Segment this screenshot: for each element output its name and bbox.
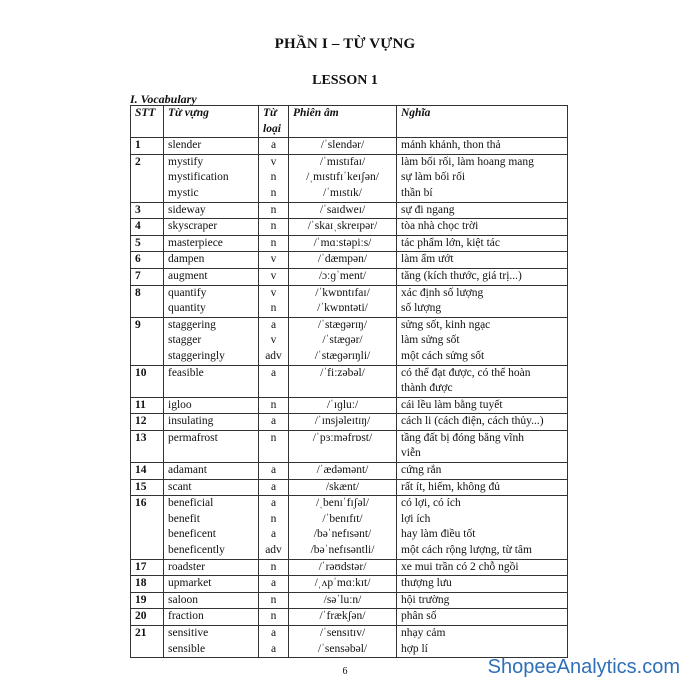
- header-pos-line2: loại: [263, 122, 281, 135]
- meaning: có thể đạt được, có thể hoàn: [401, 366, 531, 379]
- row-number: 11: [131, 397, 164, 414]
- meaning: sự làm bối rối: [401, 171, 466, 184]
- vocab-word-cell: [164, 576, 259, 593]
- meaning: cứng rắn: [401, 464, 442, 477]
- meaning-cell: [397, 463, 568, 480]
- meaning: làm bối rối, làm hoang mang: [401, 155, 534, 168]
- meaning: hội trường: [401, 593, 450, 606]
- vocab-word: upmarket: [168, 577, 212, 590]
- row-number: 18: [131, 576, 164, 593]
- pronunciation: /ˈmɑːstəpiːs/: [313, 236, 372, 249]
- pronunciation-cell: [289, 219, 397, 236]
- meaning-cell: [397, 138, 568, 155]
- vocab-word: benefit: [168, 512, 200, 525]
- pronunciation: /ˈdæmpən/: [317, 253, 368, 266]
- vocab-word-cell: [164, 626, 259, 658]
- pronunciation-cell: [289, 252, 397, 269]
- vocab-word: beneficent: [168, 528, 216, 541]
- meaning-cell: [397, 559, 568, 576]
- meaning: tầng đất bị đóng băng vĩnh: [401, 431, 524, 444]
- vocab-word: scant: [168, 480, 192, 493]
- part-of-speech: n: [270, 186, 277, 199]
- table-header-row: [131, 106, 568, 138]
- meaning-cell: [397, 430, 568, 462]
- vocab-word: igloo: [168, 398, 192, 411]
- meaning-cell: [397, 576, 568, 593]
- vocab-word-cell: [164, 365, 259, 397]
- vocab-word-cell: [164, 592, 259, 609]
- part-of-speech: n: [270, 203, 277, 216]
- row-number: 20: [131, 609, 164, 626]
- table-row: [131, 479, 568, 496]
- pronunciation-cell: [289, 285, 397, 317]
- row-number: 13: [131, 430, 164, 462]
- table-row: [131, 219, 568, 236]
- meaning-cell: [397, 365, 568, 397]
- part-of-speech: v: [270, 155, 277, 168]
- pronunciation: /ˈslendər/: [320, 139, 365, 152]
- pronunciation: /ˈɪnsjəleɪtɪŋ/: [314, 415, 371, 428]
- part-of-speech-cell: [259, 479, 289, 496]
- meaning: hay làm điều tốt: [401, 528, 476, 541]
- meaning: làm sửng sốt: [401, 334, 460, 347]
- pronunciation: /ˈstæɡərɪŋ/: [317, 318, 368, 331]
- vocab-word: staggering: [168, 318, 216, 331]
- part-of-speech-cell: [259, 609, 289, 626]
- header-pos-line1: Từ: [263, 107, 277, 119]
- row-number: 2: [131, 154, 164, 202]
- part-of-speech-cell: [259, 154, 289, 202]
- pronunciation-cell: [289, 609, 397, 626]
- part-of-speech-cell: [259, 138, 289, 155]
- row-number: 4: [131, 219, 164, 236]
- part-of-speech: a: [270, 528, 277, 541]
- row-number: 16: [131, 496, 164, 559]
- vocab-word: dampen: [168, 253, 205, 266]
- part-of-speech: a: [270, 627, 277, 639]
- part-of-speech: n: [270, 512, 277, 525]
- pronunciation: /ˈsaɪdweɪ/: [319, 203, 366, 216]
- part-of-speech: a: [270, 318, 277, 331]
- part-of-speech: a: [270, 642, 277, 655]
- pronunciation-cell: [289, 235, 397, 252]
- vocab-word: feasible: [168, 366, 204, 379]
- vocab-word: mystification: [168, 171, 229, 184]
- lesson-title: LESSON 1: [312, 73, 378, 88]
- table-row: [131, 252, 568, 269]
- row-number: 5: [131, 235, 164, 252]
- part-of-speech: v: [270, 286, 277, 299]
- row-number: 19: [131, 592, 164, 609]
- meaning: phân số: [401, 610, 437, 623]
- part-of-speech: adv: [265, 544, 282, 557]
- table-row: [131, 317, 568, 365]
- table-row: [131, 626, 568, 658]
- row-number: 17: [131, 559, 164, 576]
- table-body: [131, 138, 568, 658]
- vocab-word: fraction: [168, 610, 204, 623]
- vocab-word-cell: [164, 496, 259, 559]
- pronunciation-cell: [289, 154, 397, 202]
- pronunciation: /ˈstæɡər/: [322, 334, 363, 347]
- page-number: 6: [342, 666, 348, 677]
- meaning: xe mui trần có 2 chỗ ngồi: [401, 560, 519, 573]
- part-of-speech: a: [270, 577, 277, 590]
- row-number: 7: [131, 268, 164, 285]
- part-of-speech-cell: [259, 285, 289, 317]
- vocab-word-cell: [164, 479, 259, 496]
- vocab-word: insulating: [168, 415, 214, 428]
- pronunciation: /ˈfiːzəbəl/: [320, 366, 365, 379]
- part-of-speech-cell: [259, 430, 289, 462]
- meaning-cell: [397, 592, 568, 609]
- pronunciation: /ˈmɪstɪfaɪ/: [319, 155, 366, 168]
- vocab-word-cell: [164, 154, 259, 202]
- part-of-speech: n: [270, 593, 277, 606]
- meaning: làm ẩm ướt: [401, 253, 454, 266]
- pronunciation-cell: [289, 202, 397, 219]
- table-row: [131, 414, 568, 431]
- header-pos: [259, 106, 289, 138]
- part-title: PHẦN I – TỪ VỰNG: [274, 36, 416, 52]
- vocab-word: permafrost: [168, 431, 218, 444]
- table-row: [131, 559, 568, 576]
- row-number: 14: [131, 463, 164, 480]
- row-number: 6: [131, 252, 164, 269]
- meaning: hợp lí: [401, 642, 428, 655]
- meaning-cell: [397, 252, 568, 269]
- pronunciation-cell: [289, 576, 397, 593]
- vocab-word: stagger: [168, 334, 202, 347]
- table-row: [131, 592, 568, 609]
- part-of-speech: n: [270, 431, 277, 444]
- row-number: 8: [131, 285, 164, 317]
- vocab-word-cell: [164, 202, 259, 219]
- table-row: [131, 365, 568, 397]
- meaning-cell: [397, 202, 568, 219]
- meaning: nhạy cảm: [401, 627, 446, 639]
- row-number: 3: [131, 202, 164, 219]
- vocab-word-cell: [164, 609, 259, 626]
- part-of-speech: v: [270, 253, 277, 266]
- vocab-word-cell: [164, 138, 259, 155]
- part-of-speech: a: [270, 497, 277, 510]
- vocab-word-cell: [164, 219, 259, 236]
- meaning: tác phẩm lớn, kiệt tác: [401, 236, 501, 249]
- pronunciation-cell: [289, 559, 397, 576]
- part-of-speech: a: [270, 139, 277, 152]
- pronunciation: /ˌmɪstɪfɪˈkeɪʃən/: [306, 171, 379, 184]
- vocab-word-cell: [164, 285, 259, 317]
- vocab-word: mystic: [168, 186, 199, 199]
- part-of-speech: a: [270, 480, 277, 493]
- pronunciation: /ˈskaɪˌskreɪpər/: [307, 220, 378, 233]
- vocab-word-cell: [164, 252, 259, 269]
- part-of-speech: n: [270, 610, 277, 623]
- pronunciation: /ˌʌpˈmɑːkɪt/: [314, 577, 371, 590]
- pronunciation: /səˈluːn/: [323, 593, 362, 606]
- meaning-cell: [397, 285, 568, 317]
- table-row: [131, 138, 568, 155]
- vocab-word: beneficently: [168, 544, 225, 557]
- meaning: thần bí: [401, 186, 433, 199]
- pronunciation: /ˈrəʊdstər/: [318, 560, 367, 573]
- meaning-cell: [397, 479, 568, 496]
- table-row: [131, 576, 568, 593]
- pronunciation: /ɔːɡˈment/: [318, 269, 367, 282]
- vocab-word-cell: [164, 430, 259, 462]
- meaning-cell: [397, 154, 568, 202]
- meaning: xác định số lượng: [401, 286, 484, 299]
- pronunciation: /ˈkwɒntɪfaɪ/: [315, 286, 370, 299]
- meaning: cách li (cách điện, cách thủy...): [401, 415, 544, 428]
- pronunciation: /ˈmɪstɪk/: [323, 186, 362, 199]
- meaning-cell: [397, 219, 568, 236]
- vocab-word-cell: [164, 463, 259, 480]
- header-meaning: Nghĩa: [397, 106, 568, 138]
- pronunciation-cell: [289, 626, 397, 658]
- part-of-speech: a: [270, 366, 277, 379]
- section-title: I. Vocabulary: [130, 92, 197, 106]
- pronunciation: /ˈædəmənt/: [316, 464, 369, 477]
- vocab-word: quantify: [168, 286, 207, 299]
- part-of-speech-cell: [259, 235, 289, 252]
- part-of-speech: adv: [265, 349, 282, 362]
- row-number: 21: [131, 626, 164, 658]
- meaning-cell: [397, 414, 568, 431]
- meaning: tăng (kích thước, giá trị...): [401, 269, 522, 282]
- pronunciation: /ˈsensɪtɪv/: [319, 627, 366, 639]
- pronunciation-cell: [289, 138, 397, 155]
- pronunciation: /ˈstæɡərɪŋli/: [314, 349, 371, 362]
- vocab-word: saloon: [168, 593, 199, 606]
- pronunciation-cell: [289, 317, 397, 365]
- vocabulary-table: [130, 105, 568, 658]
- meaning-cell: [397, 626, 568, 658]
- table-row: [131, 397, 568, 414]
- part-of-speech-cell: [259, 496, 289, 559]
- part-of-speech-cell: [259, 414, 289, 431]
- part-of-speech: a: [270, 464, 277, 477]
- pronunciation: /bəˈnefɪsənt/: [313, 528, 372, 541]
- part-of-speech-cell: [259, 463, 289, 480]
- vocab-word: staggeringly: [168, 349, 225, 362]
- table-row: [131, 463, 568, 480]
- part-of-speech-cell: [259, 365, 289, 397]
- table-row: [131, 430, 568, 462]
- pronunciation-cell: [289, 268, 397, 285]
- watermark: ShopeeAnalytics.com: [487, 656, 680, 678]
- pronunciation: /ˌbenɪˈfɪʃəl/: [315, 497, 369, 510]
- meaning: tòa nhà chọc trời: [401, 220, 479, 233]
- vocab-word: quantity: [168, 302, 206, 315]
- table-row: [131, 609, 568, 626]
- vocab-word-cell: [164, 235, 259, 252]
- vocab-word: roadster: [168, 560, 206, 573]
- meaning: thành được: [401, 382, 453, 395]
- part-of-speech-cell: [259, 592, 289, 609]
- part-of-speech-cell: [259, 397, 289, 414]
- vocab-word: augment: [168, 269, 208, 282]
- pronunciation: /bəˈnefɪsəntli/: [310, 544, 375, 557]
- row-number: 9: [131, 317, 164, 365]
- vocab-word: sensitive: [168, 627, 209, 639]
- pronunciation: /ˈsensəbəl/: [317, 642, 368, 655]
- part-of-speech-cell: [259, 626, 289, 658]
- row-number: 15: [131, 479, 164, 496]
- vocab-word: mystify: [168, 155, 204, 168]
- meaning: rất ít, hiếm, không đủ: [401, 480, 501, 493]
- part-of-speech: n: [270, 302, 277, 315]
- pronunciation: /ˈpɜːməfrɒst/: [312, 431, 373, 444]
- part-of-speech: n: [270, 171, 277, 184]
- vocab-word: beneficial: [168, 497, 214, 510]
- vocab-word-cell: [164, 397, 259, 414]
- part-of-speech-cell: [259, 252, 289, 269]
- vocab-word-cell: [164, 317, 259, 365]
- vocab-word: sideway: [168, 203, 206, 216]
- table-row: [131, 154, 568, 202]
- part-of-speech: v: [270, 334, 277, 347]
- part-of-speech: n: [270, 236, 277, 249]
- part-of-speech-cell: [259, 202, 289, 219]
- vocab-word: masterpiece: [168, 236, 223, 249]
- meaning: cái lều làm bằng tuyết: [401, 398, 503, 411]
- header-stt: STT: [131, 106, 164, 138]
- vocab-word: slender: [168, 139, 202, 152]
- meaning: thượng lưu: [401, 577, 452, 590]
- meaning: số lượng: [401, 302, 442, 315]
- meaning: có lợi, có ích: [401, 497, 461, 510]
- vocab-word: adamant: [168, 464, 207, 477]
- part-of-speech-cell: [259, 576, 289, 593]
- vocab-word: sensible: [168, 642, 206, 655]
- meaning-cell: [397, 609, 568, 626]
- meaning: mảnh khảnh, thon thả: [401, 139, 501, 152]
- vocab-word-cell: [164, 414, 259, 431]
- pronunciation-cell: [289, 397, 397, 414]
- vocab-word: skyscraper: [168, 220, 218, 233]
- meaning: sự đi ngang: [401, 203, 455, 216]
- meaning: viễn: [401, 447, 421, 460]
- meaning-cell: [397, 235, 568, 252]
- vocab-word-cell: [164, 559, 259, 576]
- pronunciation-cell: [289, 430, 397, 462]
- pronunciation: /ˈkwɒntəti/: [317, 302, 368, 315]
- part-of-speech-cell: [259, 268, 289, 285]
- part-of-speech: a: [270, 415, 277, 428]
- table-row: [131, 202, 568, 219]
- part-of-speech: n: [270, 220, 277, 233]
- pronunciation: /skænt/: [325, 480, 360, 493]
- header-word: Từ vựng: [164, 106, 259, 138]
- part-of-speech-cell: [259, 317, 289, 365]
- part-of-speech-cell: [259, 559, 289, 576]
- meaning-cell: [397, 317, 568, 365]
- vocab-word-cell: [164, 268, 259, 285]
- table-row: [131, 235, 568, 252]
- part-of-speech: n: [270, 398, 277, 411]
- table-row: [131, 268, 568, 285]
- meaning: sửng sốt, kinh ngạc: [401, 318, 491, 331]
- row-number: 12: [131, 414, 164, 431]
- meaning-cell: [397, 496, 568, 559]
- meaning: lợi ích: [401, 512, 431, 525]
- row-number: 1: [131, 138, 164, 155]
- pronunciation: /ˈɪɡluː/: [326, 398, 359, 411]
- header-pronunciation: Phiên âm: [289, 106, 397, 138]
- table-row: [131, 285, 568, 317]
- meaning-cell: [397, 397, 568, 414]
- pronunciation-cell: [289, 496, 397, 559]
- pronunciation: /ˈfrækʃən/: [319, 610, 366, 623]
- table-row: [131, 496, 568, 559]
- pronunciation-cell: [289, 463, 397, 480]
- meaning: một cách sửng sốt: [401, 349, 485, 362]
- row-number: 10: [131, 365, 164, 397]
- meaning: một cách rộng lượng, từ tâm: [401, 544, 532, 557]
- part-of-speech-cell: [259, 219, 289, 236]
- part-of-speech: n: [270, 560, 277, 573]
- meaning-cell: [397, 268, 568, 285]
- pronunciation: /ˈbenɪfɪt/: [322, 512, 363, 525]
- pronunciation-cell: [289, 479, 397, 496]
- part-of-speech: v: [270, 269, 277, 282]
- pronunciation-cell: [289, 592, 397, 609]
- pronunciation-cell: [289, 365, 397, 397]
- pronunciation-cell: [289, 414, 397, 431]
